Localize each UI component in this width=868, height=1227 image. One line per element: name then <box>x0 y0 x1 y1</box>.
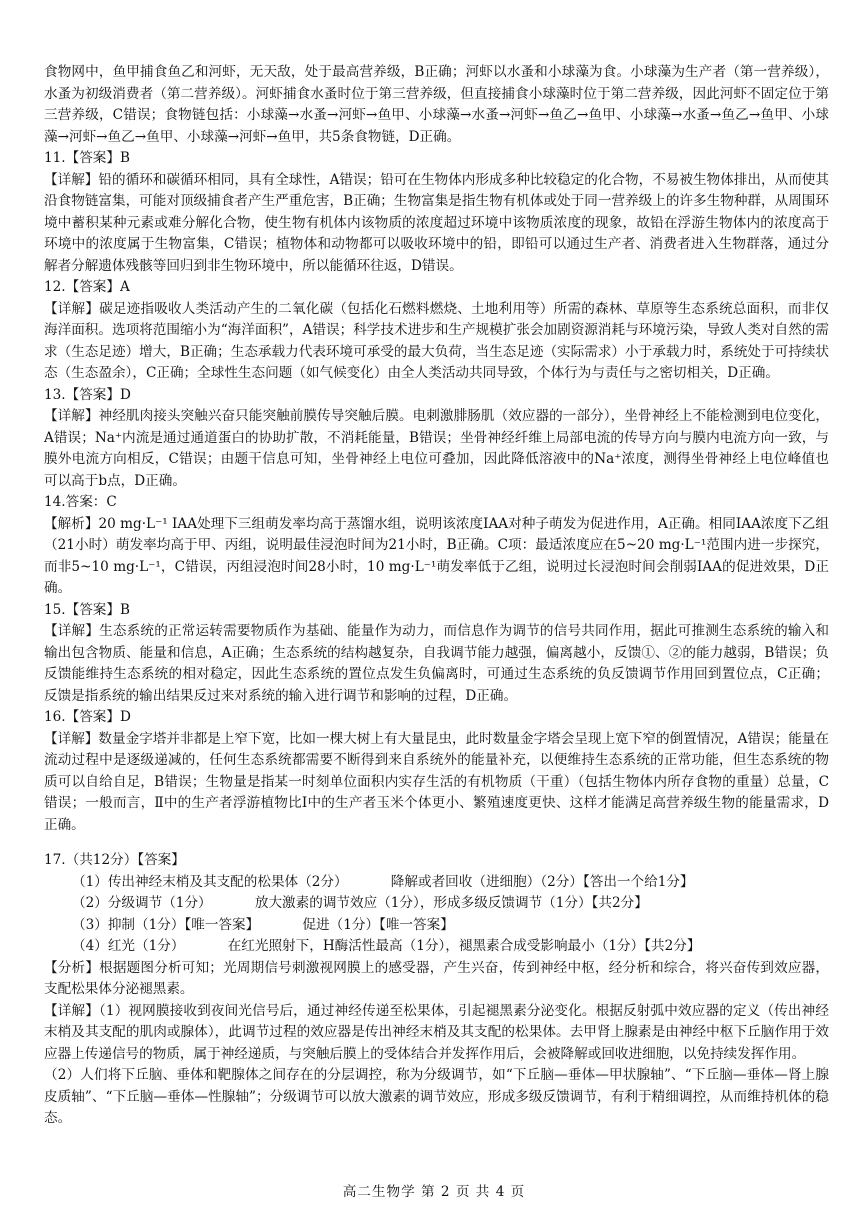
q15-explanation: 【详解】生态系统的正常运转需要物质作为基础、能量作为动力，而信息作为调节的信号共同作用，据此可推测生态系统的输入和输出包含物质、能量和信息，A正确；生态系统的结构越复杂，自我调节能力越强，偏离越小，反馈①、②的能力越弱，B错误；负反馈能维持生态系统的相对稳定，因此生态系统的置位点发生负偏离时，可通过生态系统的负反馈调节作用回到置位点，C正确；反馈是指系统的输出结果反过来对系统的输入进行调节和影响的过程，D正确。 <box>44 623 829 704</box>
q16-answer-heading: 16.【答案】D <box>44 709 131 725</box>
q17-detail-1: 【详解】（1）视网膜接收到夜间光信号后，通过神经传递至松果体，引起褪黑素分泌变化。根据反射弧中效应器的定义（传出神经末梢及其支配的肌肉或腺体），此调节过程的效应器是传出神经末梢及其支配的松果体。去甲肾上腺素是由神经中枢下丘脑作用于效应器上传递信号的物质，属于神经递质，与突触后膜上的受体结合并发挥作用后，会被降解或回收进细胞，以免持续发挥作用。 <box>44 1002 829 1062</box>
page-footer: 高二生物学 第 2 页 共 4 页 <box>342 1184 526 1200</box>
q17-analysis: 【分析】根据题图分析可知；光周期信号刺激视网膜上的感受器，产生兴奋，传到神经中枢，经分析和综合，将兴奋传到效应器，支配松果体分泌褪黑素。 <box>44 959 829 997</box>
q11-explanation: 【详解】铅的循环和碳循环相同，具有全球性，A错误；铅可在生物体内形成多种比较稳定的化合物，不易被生物体排出，从而使其沿食物链富集，可能对顶级捕食者产生严重危害，B正确；生物富集是指生物有机体或处于同一营养级上的许多生物种群，从周围环境中蓄积某种元素或难分解化合物，使生物有机体内该物质的浓度超过环境中该物质浓度的现象，故铅在浮游生物体内的浓度高于环境中的浓度属于生物富集，C错误；植物体和动物都可以吸收环境中的铅，即铅可以通过生产者、消费者进入生物群落，通过分解者分解遗体残骸等回归到非生物环境中，所以能循环往返，D错误。 <box>44 171 829 274</box>
q14-answer-heading: 14.答案：C <box>44 494 117 510</box>
document-page <box>44 62 829 1130</box>
q13-answer-heading: 13.【答案】D <box>44 386 131 403</box>
q17-answer-2: （2）分级调节（1分） 放大激素的调节效应（1分），形成多级反馈调节（1分）【共2分】 <box>72 895 648 911</box>
q17-answer-heading: 17.（共12分）【答案】 <box>44 852 185 868</box>
q17-answer-1: （1）传出神经末梢及其支配的松果体（2分） 降解或者回收（进细胞）（2分）【答出一个给1分】 <box>72 873 694 890</box>
section-gap <box>44 836 829 850</box>
intro-paragraph: 食物网中，鱼甲捕食鱼乙和河虾，无天敌，处于最高营养级，B正确；河虾以水蚤和小球藻为食。小球藻为生产者（第一营养级），水蚤为初级消费者（第二营养级）。河虾捕食水蚤时位于第三营养级，但直接捕食小球藻时位于第二营养级，因此河虾不固定位于第三营养级，C错误；食物链包括：小球藻→水蚤→河虾→鱼甲、小球藻→水蚤→河虾→鱼乙→鱼甲、小球藻→水蚤→鱼乙→鱼甲、小球藻→河虾→鱼乙→鱼甲、小球藻→河虾→鱼甲，共5条食物链，D正确。 <box>44 64 829 145</box>
q11-answer-heading: 11.【答案】B <box>44 150 130 166</box>
q12-explanation: 【详解】碳足迹指吸收人类活动产生的二氧化碳（包括化石燃料燃烧、土地利用等）所需的森林、草原等生态系统总面积，而非仅海洋面积。选项将范围缩小为“海洋面积”，A错误；科学技术进步和生产规模扩张会加剧资源消耗与环境污染，导致人类对自然的需求（生态足迹）增大，B正确；生态承载力代表环境可承受的最大负荷，当生态足迹（实际需求）小于承载力时，系统处于可持续状态（生态盈余），C正确；全球性生态问题（如气候变化）由全人类活动共同导致，个体行为与责任与之密切相关，D正确。 <box>44 300 829 381</box>
q16-explanation: 【详解】数量金字塔并非都是上窄下宽，比如一棵大树上有大量昆虫，此时数量金字塔会呈现上宽下窄的倒置情况，A错误；能量在流动过程中是逐级递减的，任何生态系统都需要不断得到来自系统外的能量补充，以便维持生态系统的正常功能，但生态系统的物质可以自给自足，B错误；生物量是指某一时刻单位面积内实存生活的有机物质（干重）（包括生物体内所存食物的重量）总量，C错误；一般而言，Ⅱ中的生产者浮游植物比Ⅰ中的生产者玉米个体更小、繁殖速度更快、这样才能满足高营养级生物的能量需求，D正确。 <box>44 730 829 833</box>
q17-answer-4: （4）红光（1分） 在红光照射下，H酶活性最高（1分），褪黑素合成受影响最小（1分）【共2分】 <box>72 938 701 954</box>
q17-detail-2: （2）人们将下丘脑、垂体和靶腺体之间存在的分层调控，称为分级调节，如“下丘脑—垂体—甲状腺轴”、“下丘脑—垂体—肾上腺皮质轴”、“下丘脑—垂体—性腺轴”；分级调节可以放大激素的调节效应，形成多级反馈调节，有利于精细调控，从而维持机体的稳态。 <box>44 1067 829 1126</box>
q12-answer-heading: 12.【答案】A <box>44 279 130 295</box>
q14-explanation: 【解析】20 mg·L⁻¹ IAA处理下三组萌发率均高于蒸馏水组，说明该浓度IAA对种子萌发为促进作用，A正确。相同IAA浓度下乙组（21小时）萌发率均高于甲、丙组，说明最佳浸泡时间为21小时，B正确。C项：最适浓度应在5~20 mg·L⁻¹范围内进一步探究，而非5~10 mg·L⁻¹，C错误，丙组浸泡时间28小时，10 mg·L⁻¹萌发率低于乙组，说明过长浸泡时间会削弱IAA的促进效果，D正确。 <box>44 515 829 596</box>
q13-explanation: 【详解】神经肌肉接头突触兴奋只能突触前膜传导突触后膜。电刺激腓肠肌（效应器的一部分），坐骨神经上不能检测到电位变化，A错误；Na⁺内流是通过通道蛋白的协助扩散，不消耗能量，B错误；坐骨神经纤维上局部电流的传导方向与膜内电流方向一致，与膜外电流方向相反，C错误；由题干信息可知，坐骨神经上电位可叠加，因此降低溶液中的Na⁺浓度，测得坐骨神经上电位峰值也可以高于b点，D正确。 <box>44 408 829 489</box>
q15-answer-heading: 15.【答案】B <box>44 601 130 618</box>
q17-answer-3: （3）抑制（1分）【唯一答案】 促进（1分）【唯一答案】 <box>72 916 454 933</box>
